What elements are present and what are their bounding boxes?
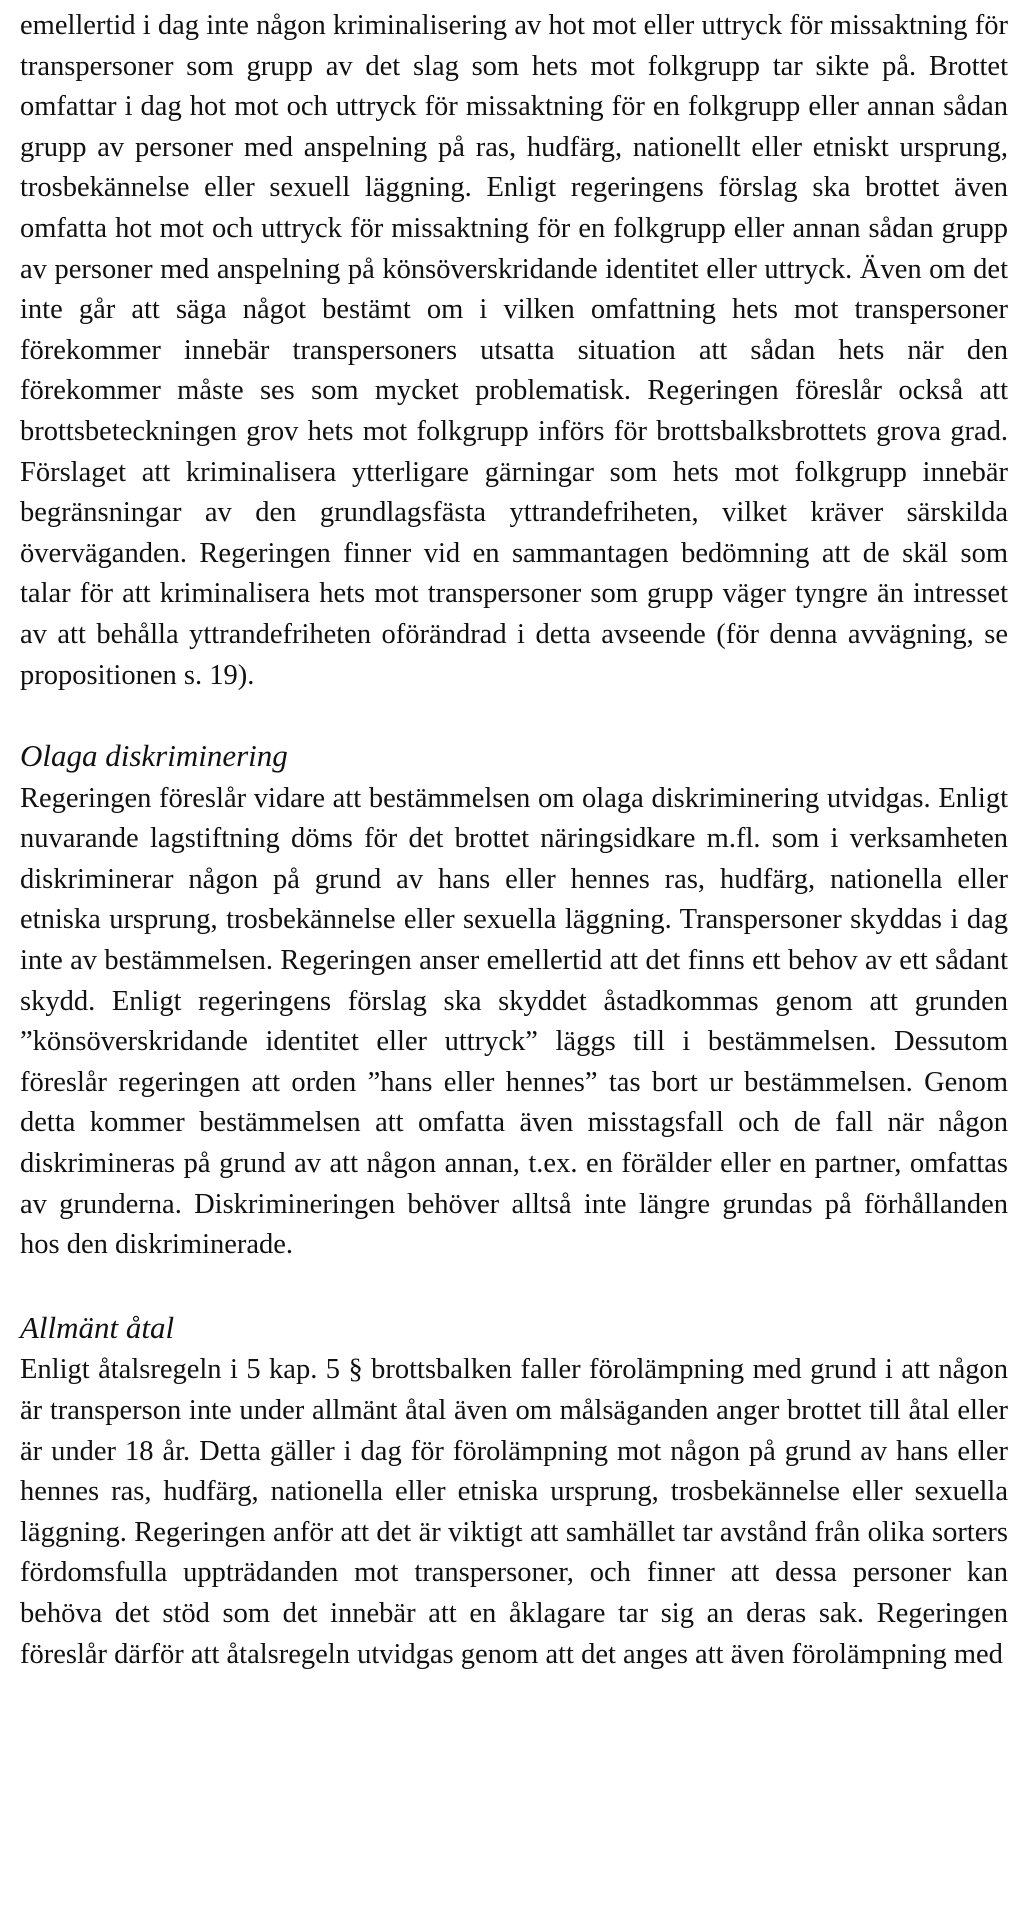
document-page (20, 6, 1008, 1675)
body-paragraph-olaga-diskriminering: Regeringen föreslår vidare att bestämmelsen om olaga diskriminering utvidgas. Enligt nuvarande lagstiftning döms för det brottet näringsidkare m.fl. som i verksamheten diskriminerar någon på grund av hans eller hennes ras, hudfärg, nationella eller etniska ursprung, trosbekännelse eller sexuella läggning. Transpersoner skyddas i dag inte av bestämmelsen. Regeringen anser emellertid att det finns ett behov av ett sådant skydd. Enligt regeringens förslag ska skyddet åstadkommas genom att grunden ”könsöverskridande identitet eller uttryck” läggs till i bestämmelsen. Dessutom föreslår regeringen att orden ”hans eller hennes” tas bort ur bestämmelsen. Genom detta kommer bestämmelsen att omfatta även misstagsfall och de fall när någon diskrimineras på grund av att någon annan, t.ex. en förälder eller en partner, omfattas av grunderna. Diskrimineringen behöver alltså inte längre grundas på förhållanden hos den diskriminerade. (20, 782, 1008, 1261)
section-heading-allmant-atal: Allmänt åtal (20, 1309, 175, 1345)
body-paragraph-hets-mot-folkgrupp: emellertid i dag inte någon kriminalisering av hot mot eller uttryck för missaktning för transpersoner som grupp av det slag som hets mot folkgrupp tar sikte på. Brottet omfattar i dag hot mot och uttryck för missaktning för en folkgrupp eller annan sådan grupp av personer med anspelning på ras, hudfärg, nationellt eller etniskt ursprung, trosbekännelse eller sexuell läggning. Enligt regeringens förslag ska brottet även omfatta hot mot och uttryck för missaktning för en folkgrupp eller annan sådan grupp av personer med anspelning på könsöverskridande identitet eller uttryck. Även om det inte går att säga något bestämt om i vilken omfattning hets mot transpersoner förekommer innebär transpersoners utsatta situation att sådan hets när den förekommer måste ses som mycket problematisk. Regeringen föreslår också att brottsbeteckningen grov hets mot folkgrupp införs för brottsbalksbrottets grova grad. Förslaget att kriminalisera ytterligare gärningar som hets mot folkgrupp innebär begränsningar av den grundlagsfästa yttrandefriheten, vilket kräver särskilda överväganden. Regeringen finner vid en sammantagen bedömning att de skäl som talar för att kriminalisera hets mot transpersoner som grupp väger tyngre än intresset av att behålla yttrandefriheten oförändrad i detta avseende (för denna avvägning, se propositionen s. 19). (20, 10, 1008, 691)
body-paragraph-allmant-atal: Enligt åtalsregeln i 5 kap. 5 § brottsbalken faller förolämpning med grund i att någon är transperson inte under allmänt åtal även om målsäganden anger brottet till åtal eller är under 18 år. Detta gäller i dag för förolämpning mot någon på grund av hans eller hennes ras, hudfärg, nationella eller etniska ursprung, trosbekännelse eller sexuella läggning. Regeringen anför att det är viktigt att samhället tar avstånd från olika sorters fördomsfulla uppträdanden mot transpersoner, och finner att dessa personer kan behöva det stöd som det innebär att en åklagare tar sig an deras sak. Regeringen föreslår därför att åtalsregeln utvidgas genom att det anges att även förolämpning med (20, 1354, 1008, 1670)
section-heading-olaga-diskriminering: Olaga diskriminering (20, 738, 288, 774)
